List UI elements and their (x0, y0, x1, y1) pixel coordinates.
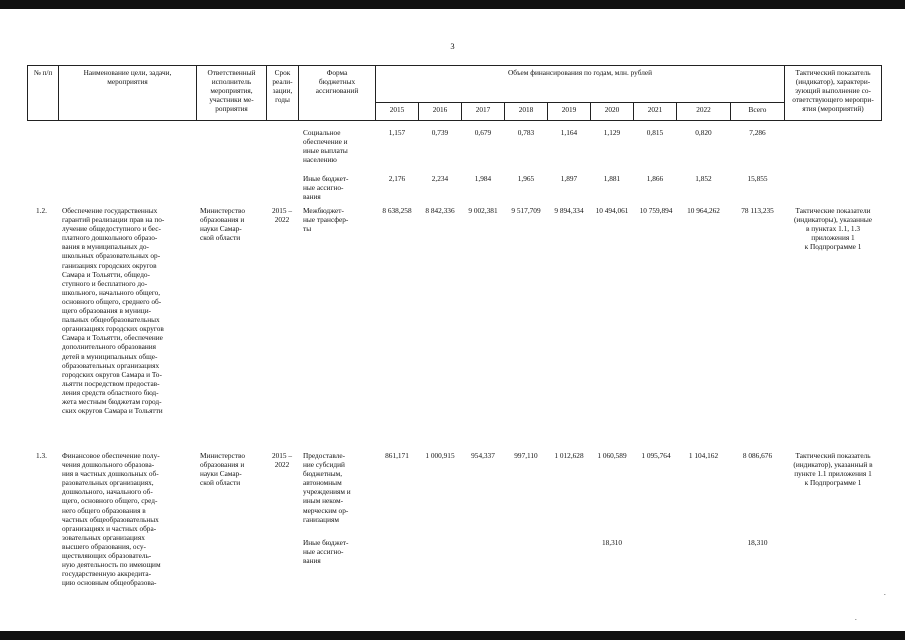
table-row-form: Иные бюджет- ные ассигно- вания (303, 174, 349, 202)
executor-cell: Министерство образования и науки Самар- ской области (200, 451, 245, 488)
table-row-form: Социальное обеспечение и иные выплаты населению (303, 128, 348, 165)
period-cell: 2015 – 2022 (271, 206, 293, 225)
years-row-top-border (375, 102, 784, 103)
value-cell-total: 18,310 (747, 538, 768, 547)
row-number: 1.3. (36, 451, 47, 460)
value-cell: 2,176 (388, 174, 406, 183)
value-cell: 0,815 (646, 128, 664, 137)
scan-top-edge (0, 0, 905, 9)
year-header: 2019 (561, 105, 577, 114)
value-cell: 1,984 (474, 174, 492, 183)
year-header-total: Всего (748, 105, 767, 114)
header-executor: Ответственный исполнитель мероприятия, участники ме- роприятия (207, 68, 256, 114)
value-cell: 1,164 (560, 128, 578, 137)
value-cell: 1,965 (517, 174, 535, 183)
value-cell: 10 964,262 (687, 206, 720, 215)
value-cell: 1,897 (560, 174, 578, 183)
header-num: № п/п (33, 68, 53, 77)
header-form: Форма бюджетных ассигнований (315, 68, 359, 96)
value-cell: 9 894,334 (554, 206, 584, 215)
value-cell: 954,337 (471, 451, 495, 460)
scan-speck: . (855, 614, 857, 622)
table-row-form: Иные бюджет- ные ассигно- вания (303, 538, 349, 566)
value-cell-total: 15,855 (747, 174, 768, 183)
table-row-form: Межбюджет- ные трансфер- ты (303, 206, 349, 234)
value-cell: 0,820 (695, 128, 712, 137)
header-volume: Объем финансирования по годам, млн. рублей (507, 68, 653, 77)
value-cell: 1,866 (646, 174, 664, 183)
value-cell: 18,310 (601, 538, 623, 547)
value-cell-total: 7,286 (749, 128, 766, 137)
header-name: Наименование цели, задачи, мероприятия (83, 68, 172, 87)
value-cell: 1,157 (388, 128, 406, 137)
measure-name: Финансовое обеспечение полу- чения дошкольного образова- ния в частных дошкольных об- разовательных организациях, дошкольного, начального об- щего, основного общего, сред- него общего образования в частных общеобразовательных организациях и частных обра- зовательных организациях высшего образования, осу- ществляющих образователь- ную деятельность по имеющим государственную аккредита- цию основным общеобразова- (62, 451, 161, 588)
year-header: 2017 (475, 105, 491, 114)
year-header: 2016 (432, 105, 448, 114)
table-top-border (27, 65, 882, 66)
value-cell: 2,234 (431, 174, 449, 183)
executor-cell: Министерство образования и науки Самар- ской области (200, 206, 245, 243)
row-number: 1.2. (36, 206, 47, 215)
value-cell: 1,881 (603, 174, 621, 183)
table-row-form: Предоставле- ние субсидий бюджетным, автономным учреждениям и иным неком- мерческим ор- ганизациям (303, 451, 351, 524)
value-cell: 0,739 (431, 128, 449, 137)
scan-bottom-edge (0, 631, 905, 640)
value-cell: 1 060,589 (597, 451, 627, 460)
year-header: 2020 (604, 105, 620, 114)
measure-name: Обеспечение государственных гарантий реализации прав на по- лучение общедоступного и бес- платного дошкольного образо- вания в муниципальных до- школьных образовательных ор- ганизациях городских округов Самара и Тольятти, общедо- ступного и бесплатного до- школьного, начального общего, основного общего, среднего об- щего образования в муници- пальных общеобразовательных организациях городских округов Самара и Тольятти, обеспечение дополнительного образования детей в муниципальных обще- образовательных организациях городских округов Самара и То- льятти посредством предостав- ления средств областного бюд- жета местным бюджетам город- ских округов Самара и Тольятти (62, 206, 165, 416)
value-cell: 861,171 (385, 451, 409, 460)
period-cell: 2015 – 2022 (271, 451, 293, 470)
value-cell: 0,679 (474, 128, 492, 137)
value-cell: 0,783 (517, 128, 535, 137)
value-cell-total: 8 086,676 (742, 451, 773, 460)
table-right-border (881, 65, 882, 121)
scan-speck: . (884, 589, 886, 597)
value-cell-total: 78 113,235 (741, 206, 774, 215)
value-cell: 8 638,258 (382, 206, 412, 215)
value-cell: 1,852 (695, 174, 712, 183)
page-number: 3 (450, 41, 455, 51)
value-cell: 1 104,162 (688, 451, 719, 460)
year-header: 2015 (389, 105, 405, 114)
year-header: 2018 (518, 105, 534, 114)
value-cell: 9 517,709 (511, 206, 541, 215)
year-header: 2021 (647, 105, 663, 114)
header-period: Срок реали- зации, годы (272, 68, 293, 105)
value-cell: 10 759,894 (639, 206, 673, 215)
value-cell: 997,110 (514, 451, 538, 460)
value-cell: 1,129 (603, 128, 621, 137)
indicator-cell: Тактические показатели (индикаторы), указанные в пунктах 1.1, 1.3 приложения 1 к Подпрограмме 1 (793, 206, 873, 252)
header-indicator: Тактический показатель (индикатор), характери- зующий выполнение со- ответствующего меропри- ятия (мероприятий) (792, 68, 874, 114)
value-cell: 1 000,915 (425, 451, 455, 460)
value-cell: 8 842,336 (425, 206, 455, 215)
header-bottom-border (27, 120, 882, 121)
value-cell: 1 012,628 (554, 451, 584, 460)
value-cell: 1 095,764 (641, 451, 671, 460)
year-header: 2022 (696, 105, 711, 114)
value-cell: 10 494,061 (595, 206, 629, 215)
value-cell: 9 002,381 (468, 206, 498, 215)
indicator-cell: Тактический показатель (индикатор), указанный в пункте 1.1 приложения 1 к Подпрограмме 1 (793, 451, 873, 488)
